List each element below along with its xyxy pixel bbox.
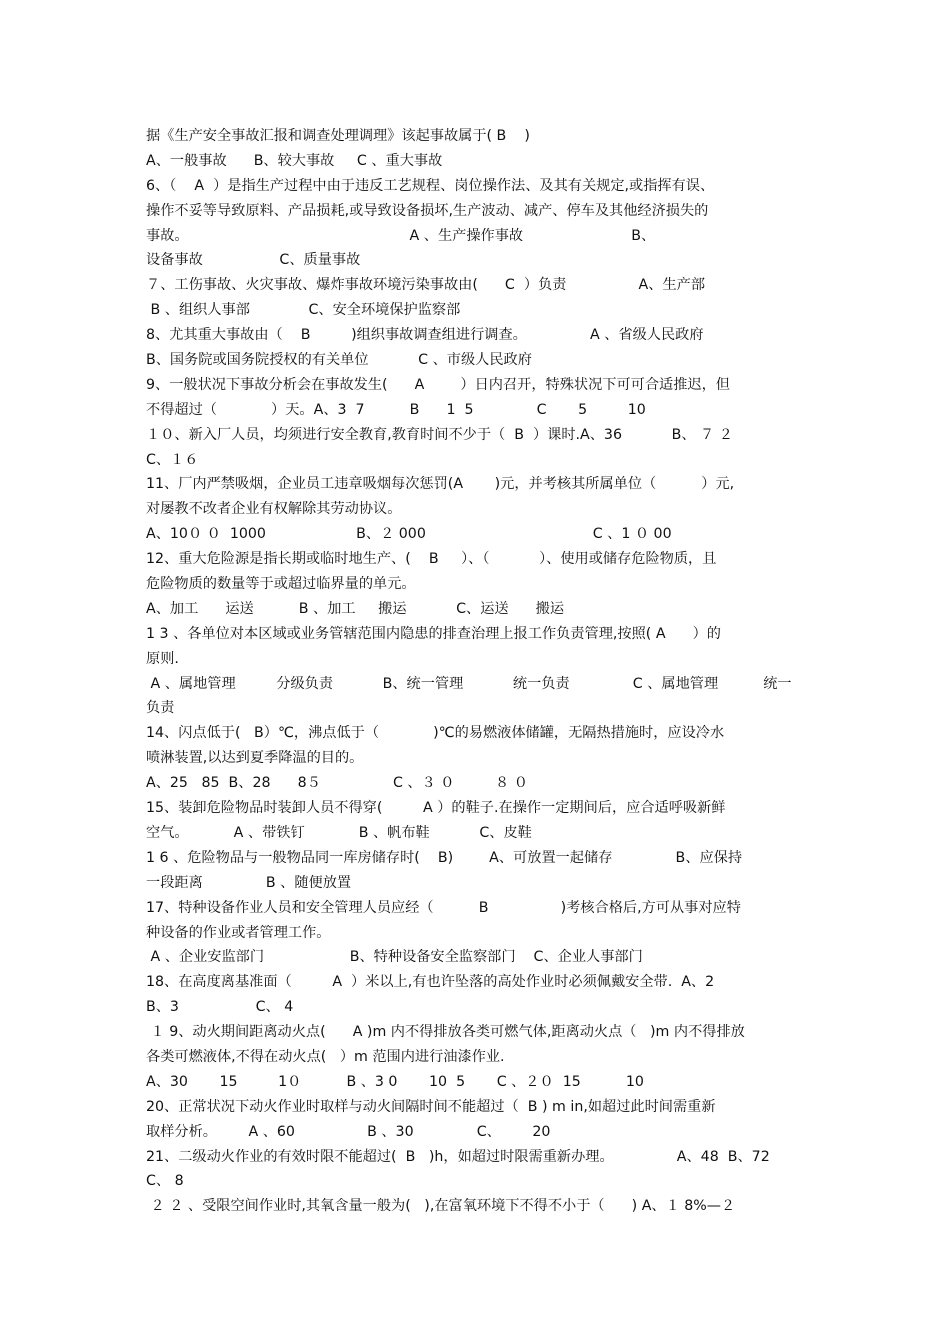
text-line: 14、闪点低于( B）℃，沸点低于（ )℃的易燃液体储罐，无隔热措施时，应设冷水 [146, 725, 725, 742]
text-line: 危险物质的数量等于或超过临界量的单元。 [146, 576, 416, 593]
text-line: 负责 [146, 700, 175, 717]
text-line: 6、（ A ）是指生产过程中由于违反工艺规程、岗位操作法、及其有关规定,或指挥有误、 [146, 177, 715, 194]
text-line: 8、尤其重大事故由（ B )组织事故调查组进行调查。 A 、省级人民政府 [146, 327, 704, 344]
text-line: 一段距离 B 、随便放置 [146, 874, 352, 891]
text-line: 操作不妥等导致原料、产品损耗,或导致设备损坏,生产波动、减产、停车及其他经济损失的 [146, 202, 709, 219]
text-line: 15、装卸危险物品时装卸人员不得穿( A ）的鞋子.在操作一定期间后，应合适呼吸新鲜 [146, 800, 726, 817]
text-line: １０、新入厂人员，均须进行安全教育,教育时间不少于（ B ）课时.A、36 B、 ７ ２ [146, 426, 733, 443]
text-line: A、25 85 B、28 8５ C 、３ ０ ８ ０ [146, 775, 528, 792]
text-line: 12、重大危险源是指长期或临时地生产、( B ）、（ ）、使用或储存危险物质，且 [146, 551, 717, 568]
text-line: A 、属地管理 分级负责 B、统一管理 统一负责 C 、属地管理 统一 [146, 675, 792, 692]
text-line: A、加工 运送 B 、加工 搬运 C、运送 搬运 [146, 600, 565, 617]
text-line: 喷淋装置,以达到夏季降温的目的。 [146, 750, 364, 767]
text-line: １ 9、动火期间距离动火点( A )m 内不得排放各类可燃气体,距离动火点（ )m 内不得排放 [146, 1024, 745, 1041]
text-line: 1 3 、各单位对本区域或业务管辖范围内隐患的排查治理上报工作负责管理,按照( A ）的 [146, 625, 721, 642]
text-line: B、3 C、 4 [146, 999, 294, 1016]
text-line: 种设备的作业或者管理工作。 [146, 924, 331, 941]
text-line: 17、特种设备作业人员和安全管理人员应经（ B )考核合格后,方可从事对应特 [146, 899, 741, 916]
text-line: 设备事故 C、质量事故 [146, 252, 361, 269]
text-line: 18、在高度离基准面（ A ）米以上,有也许坠落的高处作业时必须佩戴安全带. A、2 [146, 974, 715, 991]
text-line: 20、正常状况下动火作业时取样与动火间隔时间不能超过（ B ) m in,如超过此时间需重新 [146, 1098, 716, 1115]
text-line: A 、企业安监部门 B、特种设备安全监察部门 C、企业人事部门 [146, 949, 643, 966]
text-line: A、30 15 1０ B 、3 0 10 5 C 、２０ 15 10 [146, 1073, 644, 1090]
document-body [146, 124, 816, 1219]
text-line: ２ ２ 、受限空间作业时,其氧含量一般为( ),在富氧环境下不得不小于（ ) A、１ 8%—２ [146, 1198, 736, 1215]
text-line: 各类可燃液体,不得在动火点( ）m 范围内进行油漆作业. [146, 1048, 505, 1065]
text-line: ７、工伤事故、火灾事故、爆炸事故环境污染事故由( C ）负责 A、生产部 [146, 277, 706, 294]
text-line: 9、一般状况下事故分析会在事故发生( A ）日内召开，特殊状况下可可合适推迟，但 [146, 376, 730, 393]
text-line: 21、二级动火作业的有效时限不能超过( B )h，如超过时限需重新办理。 A、48 B、72 [146, 1148, 770, 1165]
text-line: B 、组织人事部 C、安全环境保护监察部 [146, 302, 461, 319]
text-line: 空气。 A 、带铁钉 B 、帆布鞋 C、皮鞋 [146, 824, 532, 841]
text-line: C、１６ [146, 451, 199, 468]
text-line: 取样分析。 A 、60 B 、30 C、 20 [146, 1123, 551, 1140]
text-line: 原则. [146, 650, 179, 667]
text-line: 1 6 、危险物品与一般物品同一库房储存时( B) A、可放置一起储存 B、应保持 [146, 849, 743, 866]
text-line: A、10０ ０ 1000 B、２ 000 C 、1 ０ 00 [146, 526, 672, 543]
text-line: C、 8 [146, 1173, 184, 1190]
text-line: B、国务院或国务院授权的有关单位 C 、市级人民政府 [146, 352, 532, 369]
text-line: 对屡教不改者企业有权解除其劳动协议。 [146, 501, 402, 518]
text-line: A、一般事故 B、较大事故 C 、重大事故 [146, 152, 443, 169]
text-line: 11、厂内严禁吸烟，企业员工违章吸烟每次惩罚(A )元，并考核其所属单位（ ）元, [146, 476, 735, 493]
text-line: 据《生产安全事故汇报和调查处理调理》该起事故属于( B ) [146, 128, 530, 144]
text-line: 不得超过（ ）天。A、3 7 B 1 5 C 5 10 [146, 401, 646, 418]
text-line: 事故。 A 、生产操作事故 B、 [146, 227, 656, 244]
